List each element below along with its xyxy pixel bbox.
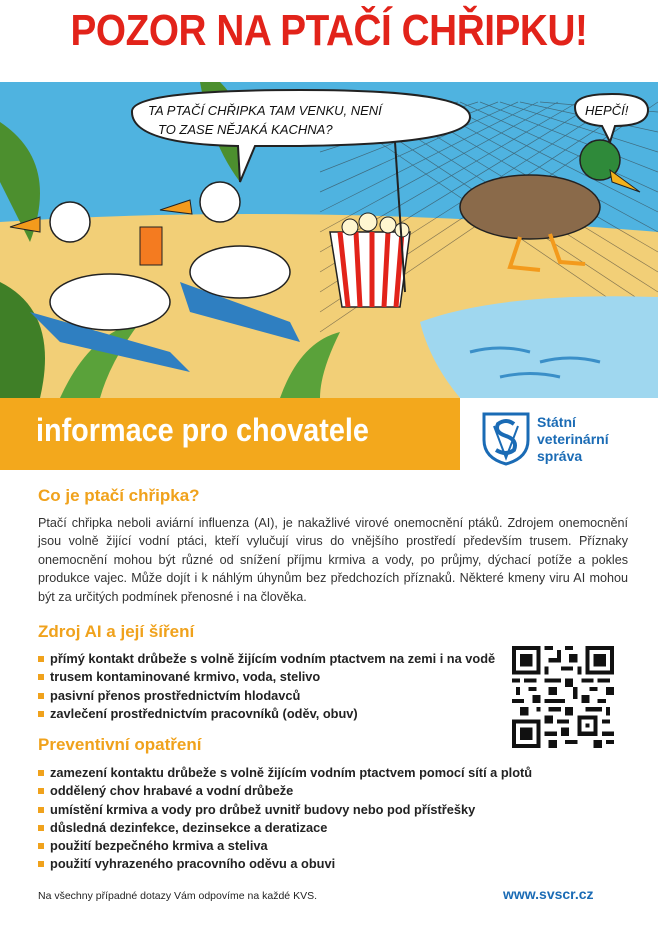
list-item: důsledná dezinfekce, dezinsekce a deratizace: [38, 819, 532, 837]
bubble-main-line2: TO ZASE NĚJAKÁ KACHNA?: [158, 122, 333, 137]
bullet-icon: [38, 807, 44, 813]
svs-shield-icon: [480, 410, 532, 466]
banner-text: informace pro chovatele: [36, 412, 369, 448]
bullet-icon: [38, 843, 44, 849]
prevention-list: [38, 764, 532, 874]
list-item: zavlečení prostřednictvím pracovníků (oděv, obuv): [38, 705, 495, 723]
bullet-icon: [38, 788, 44, 794]
list-item: oddělený chov hrabavé a vodní drůbeže: [38, 782, 532, 800]
list-item: trusem kontaminované krmivo, voda, stelivo: [38, 668, 495, 686]
bubble-main-line1: TA PTAČÍ CHŘIPKA TAM VENKU, NENÍ: [148, 103, 382, 118]
list-item: pasivní přenos prostřednictvím hlodavců: [38, 687, 495, 705]
bullet-icon: [38, 825, 44, 831]
cartoon-illustration: [0, 82, 658, 398]
source-list: [38, 650, 495, 723]
bullet-icon: [38, 711, 44, 717]
logo-line2: veterinární: [537, 431, 609, 447]
list-item: použití bezpečného krmiva a steliva: [38, 837, 532, 855]
section-heading-what-is: Co je ptačí chřipka?: [38, 486, 200, 505]
list-item: umístění krmiva a vody pro drůbež uvnitř budovy nebo pod přístřešky: [38, 801, 532, 819]
section-heading-source: Zdroj AI a její šíření: [38, 622, 195, 641]
bullet-icon: [38, 656, 44, 662]
website-link[interactable]: www.svscr.cz: [503, 886, 594, 902]
list-item: zamezení kontaktu drůbeže s volně žijícím vodním ptactvem pomocí sítí a plotů: [38, 764, 532, 782]
logo-line3: správa: [537, 448, 583, 464]
logo-line1: Státní: [537, 414, 576, 430]
poster-title: POZOR NA PTAČÍ CHŘIPKU!: [70, 6, 588, 55]
bullet-icon: [38, 861, 44, 867]
qr-code[interactable]: [512, 646, 614, 748]
footer-note: Na všechny případné dotazy Vám odpovíme na každé KVS.: [38, 890, 317, 902]
list-item: použití vyhrazeného pracovního oděvu a obuvi: [38, 855, 532, 873]
list-item: přímý kontakt drůbeže s volně žijícím vodním ptactvem na zemi i na vodě: [38, 650, 495, 668]
bullet-icon: [38, 674, 44, 680]
bullet-icon: [38, 770, 44, 776]
section-heading-prevention: Preventivní opatření: [38, 735, 202, 754]
section-text-what-is: Ptačí chřipka neboli aviární influenza (AI), je nakažlivé virové onemocnění ptáků. Zdrojem onemocnění jsou volně žijící vodní ptáci, kteří vylučují virus do vnějšího prostředí především trusem. Příznaky onemocnění mohou být různé od snížení příjmu krmiva a vody, po průjmy, dýchací potíže a pokles produkce vajec. Může dojít i k náhlým úhynům bez předchozích příznaků. Některé kmeny viru AI mohou být za určitých podmínek přenosné i na člověka.: [38, 516, 628, 604]
svs-logo-text: [537, 414, 609, 465]
bullet-icon: [38, 693, 44, 699]
bubble-duck: HEPČÍ!: [585, 103, 629, 118]
